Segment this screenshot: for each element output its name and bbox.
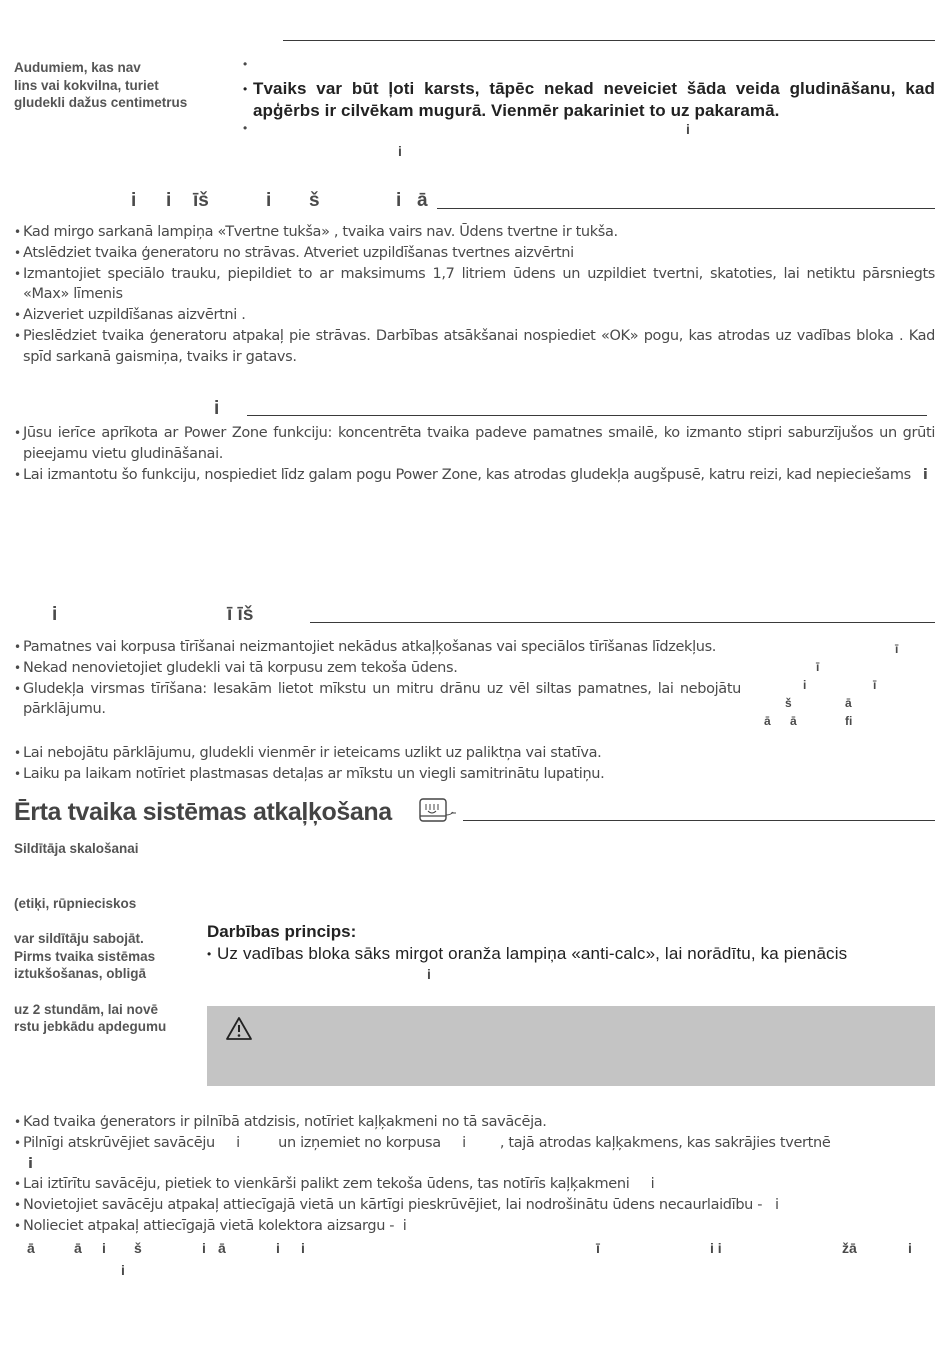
sidebar-line: Pirms tvaika sistēmas bbox=[14, 948, 156, 964]
fragment: i bbox=[427, 966, 431, 982]
list-item: • Nekad nenovietojiet gludekli vai tā korpusu zem tekoša ūdens. bbox=[14, 658, 741, 679]
sidebar-line: (etiķi, rūpnieciskos bbox=[14, 895, 137, 911]
section-rule bbox=[310, 622, 935, 623]
list-item: • Lai iztīrītu savācēju, pietiek to vienkārši palikt zem tekoša ūdens, tas notīrīs kaļķakmeni i bbox=[14, 1174, 935, 1195]
principle-text: Uz vadības bloka sāks mirgot oranža lampiņa «anti-calc», lai norādītu, ka pienācis bbox=[217, 944, 848, 963]
power-zone-instructions bbox=[14, 423, 935, 485]
sidebar-line: iztukšošanas, obligā bbox=[14, 966, 147, 981]
cleaning-instructions-wide bbox=[14, 743, 935, 785]
refill-instructions bbox=[14, 222, 935, 368]
heading-fragment: i bbox=[131, 190, 137, 211]
principle-title: Darbības princips: bbox=[207, 922, 357, 941]
cleaning-instructions bbox=[14, 637, 741, 720]
fragment: ī bbox=[895, 642, 899, 656]
list-item: • Pamatnes vai korpusa tīrīšanai neizmantojiet nekādus atkaļķošanas vai speciālos tīrīšanas līdzekļus. bbox=[14, 637, 741, 658]
list-item-text: Lai izmantotu šo funkciju, nospiediet līdz galam pogu Power Zone, kas atrodas gludekļa augšpusē, katru reizi, kad nepieciešams bbox=[23, 466, 911, 483]
section-rule bbox=[247, 415, 927, 416]
fragment: i bbox=[276, 1240, 280, 1256]
section-rule bbox=[437, 208, 935, 209]
fragment: ī bbox=[816, 660, 820, 674]
fragment: i bbox=[908, 1240, 912, 1256]
list-item: • Atslēdziet tvaika ģeneratoru no strāvas. Atveriet uzpildīšanas tvertnes aizvērtni bbox=[14, 243, 935, 264]
warning-bullet-empty-2: • bbox=[243, 121, 248, 135]
fragment: i bbox=[28, 1155, 33, 1172]
steam-warning-text: Tvaiks var būt ļoti karsts, tāpēc nekad neveiciet šāda veida gludināšanu, kad apģērbs ir cilvēkam mugurā. Vienmēr pakariniet to uz pakaramā. bbox=[253, 79, 935, 120]
principle-bullet: • Uz vadības bloka sāks mirgot oranža lampiņa «anti-calc», lai norādītu, ka pienācis bbox=[207, 943, 935, 965]
list-item bbox=[14, 1133, 935, 1175]
section-descale-title: Ērta tvaika sistēmas atkaļķošana bbox=[14, 798, 392, 826]
fragment: ā bbox=[764, 714, 771, 728]
sidebar-line: Sildītāja skalošanai bbox=[14, 841, 139, 856]
section-rule bbox=[463, 820, 935, 821]
warning-sidebar-note bbox=[14, 59, 229, 112]
section-power-zone-heading: i bbox=[214, 398, 220, 419]
list-item: • Kad tvaika ģenerators ir pilnībā atdzisis, notīriet kaļķakmeni no tā savācēja. bbox=[14, 1112, 935, 1133]
list-item: • Pieslēdziet tvaika ģeneratoru atpakaļ pie strāvas. Darbības atsākšanai nospiediet «OK» pogu, kas atrodas uz vadības bloka . Kad spīd sarkanā gaismiņa, tvaiks ir gatavs. bbox=[14, 326, 935, 368]
fragment: i bbox=[398, 143, 402, 159]
warning-box bbox=[207, 1006, 935, 1086]
sidebar-line: var sildītāju sabojāt. bbox=[14, 931, 144, 946]
fragment: fi bbox=[845, 714, 853, 728]
fragment: š bbox=[785, 696, 792, 710]
warning-bullet-empty-1: • bbox=[243, 57, 248, 71]
sidebar-line: uz 2 stundām, lai novē bbox=[14, 1001, 159, 1017]
list-item: • Gludekļa virsmas tīrīšana: Iesakām lietot mīkstu un mitru drānu uz vēl siltas pamatnes, lai nebojātu pārklājumu. bbox=[14, 679, 741, 721]
list-item: • Novietojiet savācēju atpakaļ attiecīgajā vietā un kārtīgi pieskrūvējiet, lai nodrošinātu ūdens necaurlaidību - i bbox=[14, 1195, 935, 1216]
collector-instructions bbox=[14, 1112, 935, 1237]
fragment: ā bbox=[74, 1240, 82, 1256]
fragment: ā bbox=[27, 1240, 35, 1256]
list-item bbox=[14, 465, 935, 486]
descale-sidebar-note bbox=[14, 840, 204, 1036]
fragment: žā bbox=[842, 1240, 857, 1256]
list-item: • Aizveriet uzpildīšanas aizvērtni . bbox=[14, 305, 935, 326]
sidebar-line: gludekli dažus centimetrus bbox=[14, 95, 188, 110]
heading-fragment: š bbox=[309, 190, 320, 211]
heading-fragment: i bbox=[396, 190, 402, 211]
list-item-text: Pilnīgi atskrūvējiet savācēju i un izņemiet no korpusa i , tajā atrodas kaļķakmens, kas sakrājies tvertnē bbox=[23, 1134, 831, 1151]
fragment: ī bbox=[596, 1240, 600, 1256]
top-rule bbox=[283, 40, 935, 41]
heading-fragment: i bbox=[166, 190, 172, 211]
steam-iron-icon bbox=[418, 796, 458, 826]
list-item: • Laiku pa laikam notīriet plastmasas detaļas ar mīkstu un viegli samitrinātu lupatiņu. bbox=[14, 764, 935, 785]
list-item: • Izmantojiet speciālo trauku, piepildiet to ar maksimums 1,7 litriem ūdens un uzpildiet tvertni, skatoties, lai netiktu pārsniegts «Max» līmenis bbox=[14, 264, 935, 306]
fragment: ī bbox=[873, 678, 877, 692]
fragment: i bbox=[301, 1240, 305, 1256]
fragment: ā bbox=[790, 714, 797, 728]
fragment: ā bbox=[845, 696, 852, 710]
fragment: i bbox=[686, 121, 690, 137]
list-item: • Kad mirgo sarkanā lampiņa «Tvertne tukša» , tvaika vairs nav. Ūdens tvertne ir tukša. bbox=[14, 222, 935, 243]
section-cleaning-heading-frag: i bbox=[52, 604, 58, 625]
list-item: • Jūsu ierīce aprīkota ar Power Zone funkciju: koncentrēta tvaika padeve pamatnes smailē, ko izmanto stipri saburzījušos un grūti pieejamu vietu gludināšanai. bbox=[14, 423, 935, 465]
list-item: • Lai nebojātu pārklājumu, gludekli vienmēr ir ieteicams uzlikt uz paliktņa vai statīva. bbox=[14, 743, 935, 764]
sidebar-line: rstu jebkādu apdegumu bbox=[14, 1019, 167, 1034]
warning-bullet: • Tvaiks var būt ļoti karsts, tāpēc nekad neveiciet šāda veida gludināšanu, kad apģērbs ir cilvēkam mugurā. Vienmēr pakariniet to uz pakaramā. bbox=[243, 79, 935, 120]
heading-fragment: ā bbox=[417, 190, 428, 211]
fragment: i bbox=[102, 1240, 106, 1256]
warning-triangle-icon bbox=[225, 1016, 253, 1042]
sidebar-line: Audumiem, kas nav bbox=[14, 60, 141, 75]
fragment: i bbox=[121, 1262, 125, 1278]
fragment: š bbox=[134, 1240, 142, 1256]
fragment: ā bbox=[218, 1240, 226, 1256]
heading-fragment: i bbox=[266, 190, 272, 211]
fragment: i i bbox=[710, 1240, 722, 1256]
sidebar-line: lins vai kokvilna, turiet bbox=[14, 77, 159, 93]
fragment: i bbox=[922, 466, 928, 483]
heading-fragment: īš bbox=[193, 190, 209, 211]
fragment: i bbox=[202, 1240, 206, 1256]
fragment: i bbox=[803, 678, 807, 692]
section-cleaning-heading-frag: ī īš bbox=[227, 604, 254, 625]
list-item: • Nolieciet atpakaļ attiecīgajā vietā kolektora aizsargu - i bbox=[14, 1216, 935, 1237]
